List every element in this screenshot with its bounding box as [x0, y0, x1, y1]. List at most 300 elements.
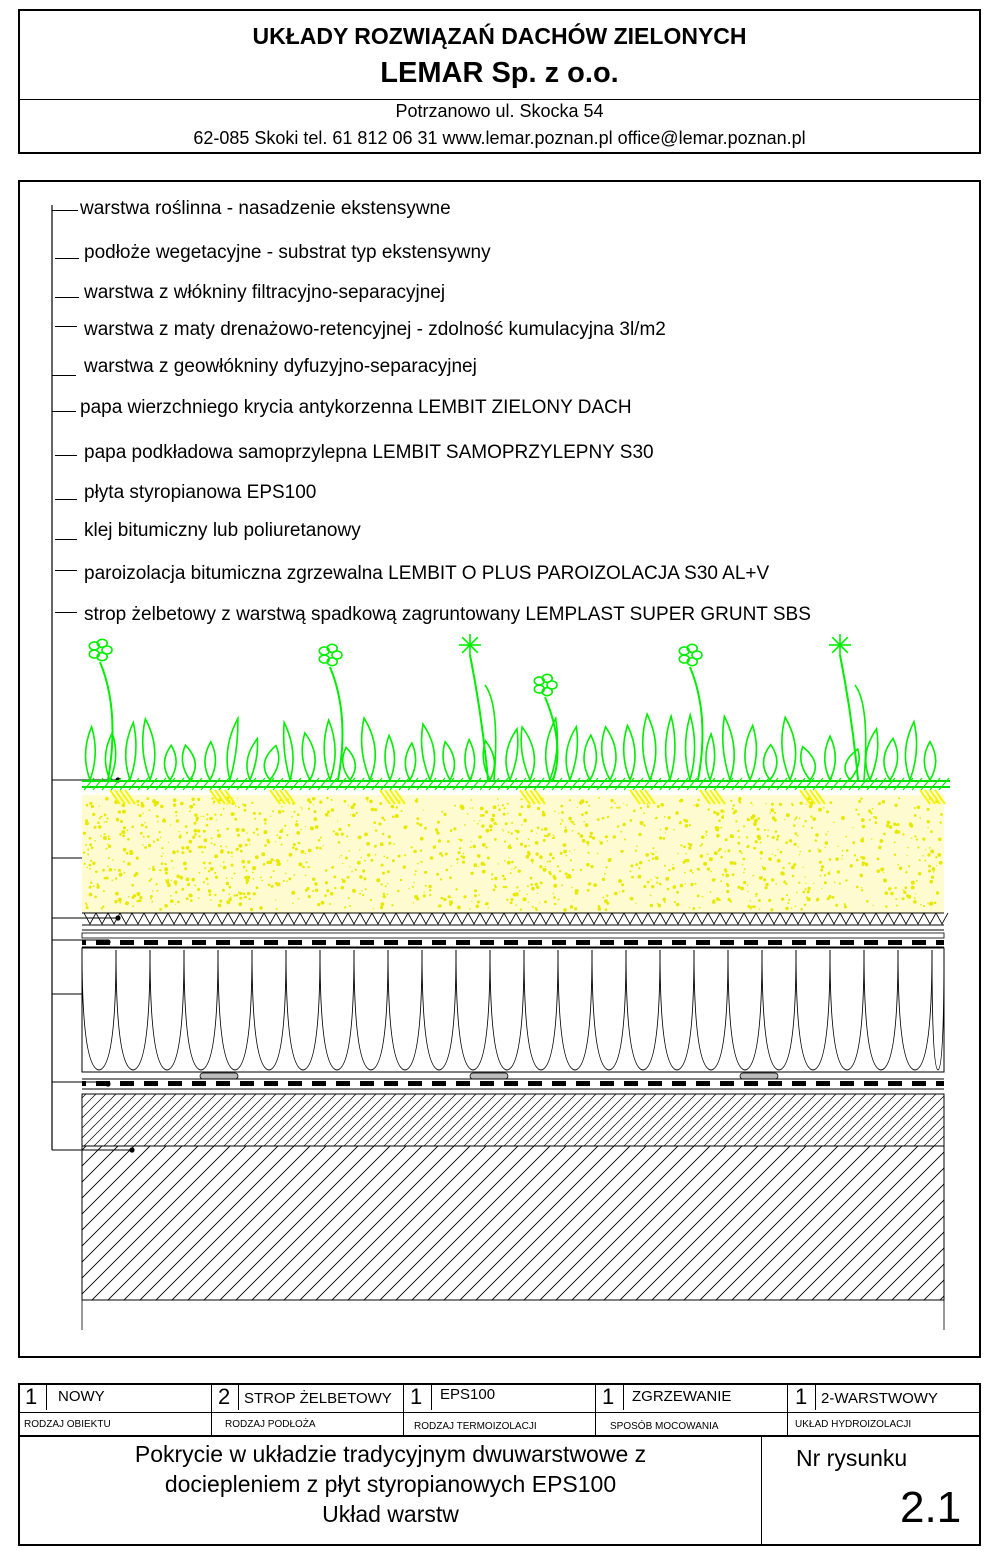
substrate-dot	[214, 894, 216, 896]
substrate-dot	[598, 907, 602, 911]
substrate-dot	[518, 870, 521, 873]
plant-leaf	[506, 729, 518, 780]
substrate-dot	[234, 818, 237, 821]
substrate-dot	[131, 884, 134, 887]
substrate-dot	[276, 863, 279, 866]
substrate-dot	[894, 854, 896, 856]
substrate-dot	[150, 895, 153, 898]
substrate-dot	[665, 827, 668, 830]
substrate-dot	[643, 812, 645, 814]
spec-num: 1	[795, 1384, 808, 1409]
substrate-dot	[760, 858, 762, 860]
substrate-dot	[204, 838, 208, 842]
substrate-dot	[441, 897, 444, 900]
plant-leaf	[324, 720, 335, 780]
substrate-dot	[181, 846, 184, 849]
substrate-dot	[655, 856, 659, 860]
drainage-cell	[624, 913, 636, 924]
substrate-dot	[236, 894, 239, 897]
substrate-dot	[295, 848, 298, 851]
substrate-dot	[491, 873, 493, 875]
substrate-dot	[829, 858, 832, 861]
plant-leaf	[422, 724, 435, 780]
substrate-dot	[243, 893, 246, 896]
substrate-dot	[190, 894, 193, 897]
substrate-dot	[888, 887, 891, 890]
drainage-cell	[576, 913, 588, 924]
substrate-dot	[800, 908, 803, 911]
base-hatch	[534, 778, 544, 790]
substrate-dot	[707, 853, 709, 855]
substrate-dot	[536, 833, 537, 834]
substrate-dot	[429, 889, 431, 891]
substrate-dot	[688, 847, 691, 850]
substrate-dot	[188, 883, 190, 885]
plant-leaf	[723, 716, 734, 780]
substrate-dot	[939, 861, 943, 865]
substrate-dot	[108, 838, 111, 841]
substrate-dot	[204, 846, 207, 849]
substrate-dot	[139, 896, 142, 899]
substrate-dot	[588, 883, 590, 885]
drainage-cell	[384, 913, 396, 924]
substrate-dot	[861, 887, 862, 888]
substrate-dot	[136, 892, 140, 896]
substrate-dot	[189, 810, 191, 812]
substrate-dot	[498, 808, 501, 811]
substrate-dot	[143, 836, 145, 838]
substrate-dot	[298, 842, 301, 845]
layer-label-base-membrane: papa podkładowa samoprzylepna LEMBIT SAMOPRZYLEPNY S30	[84, 442, 654, 463]
substrate-dot	[930, 830, 933, 833]
substrate-dot	[571, 821, 574, 824]
substrate-dot	[902, 897, 905, 900]
substrate-dot	[331, 808, 335, 812]
substrate-dot	[126, 852, 129, 855]
base-hatch	[516, 778, 526, 790]
substrate-dot	[83, 832, 86, 835]
substrate-dot	[771, 803, 774, 806]
substrate-dot	[157, 821, 159, 823]
substrate-dot	[92, 862, 95, 865]
substrate-dot	[813, 883, 814, 884]
base-hatch	[255, 778, 265, 790]
substrate-dot	[829, 871, 830, 872]
substrate-dot	[552, 838, 553, 839]
substrate-dot	[777, 849, 778, 850]
substrate-dot	[229, 886, 232, 889]
substrate-dot	[622, 890, 625, 893]
substrate-dot	[861, 818, 865, 822]
substrate-dot	[795, 817, 797, 819]
spec-col-divider	[595, 1383, 596, 1435]
substrate-dot	[450, 829, 453, 832]
substrate-dot	[509, 844, 511, 846]
substrate-dot	[470, 799, 472, 801]
substrate-dot	[375, 829, 377, 831]
substrate-dot	[223, 866, 227, 870]
substrate-dot	[667, 888, 670, 891]
substrate-dot	[366, 842, 370, 846]
substrate-dot	[747, 884, 749, 886]
substrate-dot	[373, 908, 374, 909]
substrate-dot	[672, 867, 675, 870]
substrate-dot	[929, 847, 931, 849]
substrate-dot	[261, 852, 265, 856]
layer-label-filter: warstwa z włókniny filtracyjno-separacyjnej	[84, 282, 446, 303]
substrate-dot	[560, 852, 563, 855]
substrate-dot	[320, 837, 322, 839]
substrate-dot	[167, 883, 171, 887]
substrate-dot	[650, 904, 653, 907]
substrate-dot	[605, 835, 608, 838]
layer-label-top-membrane: papa wierzchniego krycia antykorzenna LEMBIT ZIELONY DACH	[80, 397, 632, 418]
substrate-dot	[281, 844, 283, 846]
substrate-dot	[378, 822, 381, 825]
substrate-dot	[488, 907, 489, 908]
substrate-dot	[753, 905, 756, 908]
substrate-dot	[835, 904, 838, 907]
substrate-dot	[387, 870, 390, 873]
substrate-dot	[329, 816, 330, 817]
substrate-dot	[701, 843, 703, 845]
substrate-dot	[89, 886, 92, 889]
substrate-dot	[270, 816, 271, 817]
substrate-dot	[125, 901, 129, 905]
base-hatch	[723, 778, 733, 790]
base-hatch	[678, 778, 688, 790]
drawing-number-label: Nr rysunku	[796, 1445, 908, 1471]
substrate-dot	[119, 833, 122, 836]
substrate-dot	[226, 846, 228, 848]
substrate-dot	[797, 846, 798, 847]
substrate-dot	[656, 877, 658, 879]
substrate-dot	[866, 900, 869, 903]
substrate-dot	[927, 902, 929, 904]
substrate-dot	[553, 893, 555, 895]
drainage-cell	[780, 913, 792, 924]
substrate-dot	[166, 864, 167, 865]
substrate-dot	[794, 819, 796, 821]
spec-num: 1	[410, 1384, 423, 1409]
drainage-cell	[816, 913, 828, 924]
substrate-dot	[543, 839, 546, 842]
base-hatch	[138, 778, 148, 790]
substrate-dot	[744, 868, 746, 870]
substrate-dot	[557, 865, 559, 867]
substrate-dot	[404, 854, 406, 856]
substrate-dot	[532, 862, 534, 864]
substrate-dot	[359, 875, 363, 879]
substrate-dot	[535, 883, 538, 886]
substrate-dot	[752, 875, 754, 877]
substrate-dot	[545, 866, 546, 867]
substrate-dot	[364, 860, 366, 862]
substrate-dot	[428, 885, 431, 888]
substrate-dot	[854, 854, 856, 856]
substrate-dot	[312, 878, 315, 881]
substrate-dot	[537, 893, 538, 894]
substrate-dot	[784, 819, 785, 820]
substrate-dot	[411, 846, 413, 848]
substrate-dot	[104, 821, 106, 823]
substrate-dot	[617, 825, 619, 827]
substrate-dot	[487, 857, 490, 860]
substrate-dot	[631, 876, 634, 879]
substrate-dot	[301, 808, 302, 809]
substrate-dot	[919, 859, 921, 861]
substrate-dot	[817, 898, 819, 900]
substrate-dot	[191, 798, 194, 801]
substrate-dot	[319, 847, 322, 850]
substrate-dot	[451, 865, 452, 866]
substrate-dot	[811, 827, 813, 829]
substrate-dot	[209, 817, 212, 820]
substrate-dot	[364, 833, 368, 837]
substrate-dot	[344, 906, 346, 908]
substrate-dot	[827, 897, 830, 900]
layer-label-eps: płyta styropianowa EPS100	[84, 482, 317, 503]
substrate-dot	[106, 848, 108, 850]
substrate-dot	[375, 854, 377, 856]
substrate-dot	[308, 866, 310, 868]
substrate-dot	[860, 874, 864, 878]
drainage-cell	[324, 913, 336, 924]
substrate-dot	[345, 857, 348, 860]
substrate-dot	[194, 813, 197, 816]
drainage-cell	[732, 913, 744, 924]
substrate-dot	[276, 834, 278, 836]
substrate-dot	[380, 906, 383, 909]
substrate-dot	[241, 860, 245, 864]
substrate-dot	[516, 830, 519, 833]
plant-leaf	[126, 723, 136, 780]
substrate-dot	[367, 853, 370, 856]
base-hatch	[876, 778, 886, 790]
substrate-dot	[312, 890, 314, 892]
substrate-dot	[765, 883, 768, 886]
substrate-dot	[920, 904, 922, 906]
substrate-dot	[726, 890, 729, 893]
vapour-barrier-dashes	[82, 1081, 944, 1086]
substrate-dot	[664, 865, 666, 867]
substrate-dot	[750, 816, 754, 820]
substrate-dot	[928, 870, 931, 873]
substrate-dot	[252, 872, 254, 874]
header-contact: 62-085 Skoki tel. 61 812 06 31 www.lemar.poznan.pl office@lemar.poznan.pl	[193, 128, 806, 148]
substrate-dot	[725, 874, 729, 878]
substrate-dot	[934, 902, 937, 905]
substrate-dot	[553, 884, 557, 888]
substrate-dot	[161, 847, 163, 849]
substrate-dot	[697, 895, 700, 898]
substrate-dot	[123, 861, 125, 863]
substrate-dot	[173, 799, 177, 803]
substrate-dot	[86, 804, 89, 807]
header-title: UKŁADY ROZWIĄZAŃ DACHÓW ZIELONYCH	[252, 23, 747, 49]
substrate-dot	[520, 909, 522, 911]
substrate-dot	[610, 807, 612, 809]
substrate-dot	[796, 892, 798, 894]
substrate-dot	[387, 883, 388, 884]
substrate-dot	[700, 854, 704, 858]
substrate-dot	[246, 832, 247, 833]
plant-leaf	[284, 723, 293, 780]
substrate-dot	[585, 811, 588, 814]
substrate-dot	[86, 906, 89, 909]
substrate-dot	[473, 820, 474, 821]
substrate-dot	[278, 810, 282, 814]
substrate-dot	[152, 890, 153, 891]
substrate-dot	[930, 850, 934, 854]
base-hatch	[291, 778, 301, 790]
substrate-dot	[767, 830, 769, 832]
substrate-dot	[309, 801, 312, 804]
substrate-dot	[539, 855, 543, 859]
substrate-dot	[211, 837, 213, 839]
substrate-dot	[104, 833, 106, 835]
base-hatch	[939, 778, 949, 790]
substrate-dot	[526, 894, 528, 896]
substrate-dot	[737, 886, 740, 889]
substrate-dot	[87, 854, 89, 856]
substrate-dot	[453, 827, 456, 830]
header-company: LEMAR Sp. z o.o.	[380, 57, 619, 89]
spec-caption: SPOSÓB MOCOWANIA	[610, 1421, 719, 1432]
substrate-dot	[440, 878, 442, 880]
plant-leaf	[584, 735, 596, 780]
substrate-dot	[511, 898, 514, 901]
substrate-dot	[494, 884, 496, 886]
substrate-dot	[663, 837, 666, 840]
substrate-dot	[777, 835, 780, 838]
substrate-dot	[221, 849, 224, 852]
substrate-dot	[208, 889, 212, 893]
substrate-dot	[630, 864, 633, 867]
substrate-dot	[296, 820, 298, 822]
substrate-dot	[296, 831, 300, 835]
header-address: Potrzanowo ul. Skocka 54	[395, 101, 604, 121]
substrate-dot	[108, 835, 110, 837]
plant-leaf	[465, 740, 475, 780]
drainage-cell	[516, 913, 528, 924]
drainage-cell	[912, 913, 924, 924]
substrate-dot	[338, 828, 341, 831]
substrate-dot	[203, 881, 205, 883]
substrate-dot	[531, 859, 534, 862]
substrate-dot	[515, 866, 517, 868]
drainage-cell	[408, 913, 420, 924]
substrate-dot	[392, 816, 395, 819]
substrate-dot	[403, 865, 406, 868]
substrate-dot	[441, 811, 443, 813]
drainage-cell	[132, 913, 144, 924]
substrate-dot	[540, 881, 543, 884]
substrate-dot	[580, 869, 582, 871]
substrate-dot	[650, 852, 651, 853]
substrate-dot	[657, 903, 659, 905]
drainage-cell	[588, 913, 600, 924]
spec-caption: RODZAJ TERMOIZOLACJI	[414, 1421, 537, 1432]
substrate-dot	[99, 818, 101, 820]
substrate-dot	[136, 857, 139, 860]
substrate-dot	[164, 818, 166, 820]
substrate-dot	[323, 845, 324, 846]
substrate-dot	[738, 836, 740, 838]
substrate-dot	[573, 900, 574, 901]
substrate-dot	[935, 856, 937, 858]
substrate-dot	[283, 880, 285, 882]
substrate-dot	[186, 897, 189, 900]
substrate-dot	[490, 829, 493, 832]
substrate-dot	[445, 853, 448, 856]
substrate-dot	[199, 835, 201, 837]
substrate-dot	[768, 899, 771, 902]
substrate-dot	[640, 821, 644, 825]
substrate-dot	[291, 816, 293, 818]
substrate-dot	[759, 908, 761, 910]
substrate-dot	[246, 870, 248, 872]
substrate-dot	[164, 867, 168, 871]
substrate-dot	[568, 817, 572, 821]
substrate-dot	[816, 840, 817, 841]
substrate-dot	[115, 877, 117, 879]
substrate-dot	[229, 898, 232, 901]
substrate-dot	[710, 871, 712, 873]
substrate-dot	[548, 871, 551, 874]
plant-leaf	[566, 727, 577, 780]
substrate-dot	[927, 820, 930, 823]
substrate-dot	[759, 876, 763, 880]
substrate-dot	[348, 850, 350, 852]
drainage-cell	[348, 913, 360, 924]
substrate-dot	[718, 819, 721, 822]
drainage-cell	[252, 913, 264, 924]
drainage-cell	[612, 913, 624, 924]
substrate-dot	[129, 850, 132, 853]
substrate-dot	[638, 833, 641, 836]
substrate-dot	[808, 850, 811, 853]
substrate-dot	[850, 864, 853, 867]
substrate-dot	[259, 906, 263, 910]
substrate-dot	[549, 860, 551, 862]
substrate-dot	[787, 902, 789, 904]
substrate-dot	[252, 866, 256, 870]
substrate-dot	[647, 803, 649, 805]
substrate-dot	[656, 882, 658, 884]
substrate-dot	[171, 880, 172, 881]
substrate-dot	[190, 899, 193, 902]
substrate-dot	[376, 878, 380, 882]
drainage-cell	[636, 913, 648, 924]
substrate-dot	[706, 835, 707, 836]
substrate-dot	[476, 905, 480, 909]
substrate-dot	[170, 899, 174, 903]
substrate-dot	[278, 836, 281, 839]
base-hatch	[660, 778, 670, 790]
substrate-dot	[127, 862, 131, 866]
substrate-dot	[207, 883, 209, 885]
substrate-dot	[149, 809, 151, 811]
top-membrane	[82, 933, 944, 938]
substrate-dot	[695, 883, 697, 885]
drainage-cell	[168, 913, 180, 924]
substrate-dot	[760, 842, 762, 844]
substrate-dot	[841, 816, 845, 820]
base-hatch	[156, 778, 166, 790]
drainage-cell	[744, 913, 756, 924]
substrate-dot	[460, 839, 463, 842]
